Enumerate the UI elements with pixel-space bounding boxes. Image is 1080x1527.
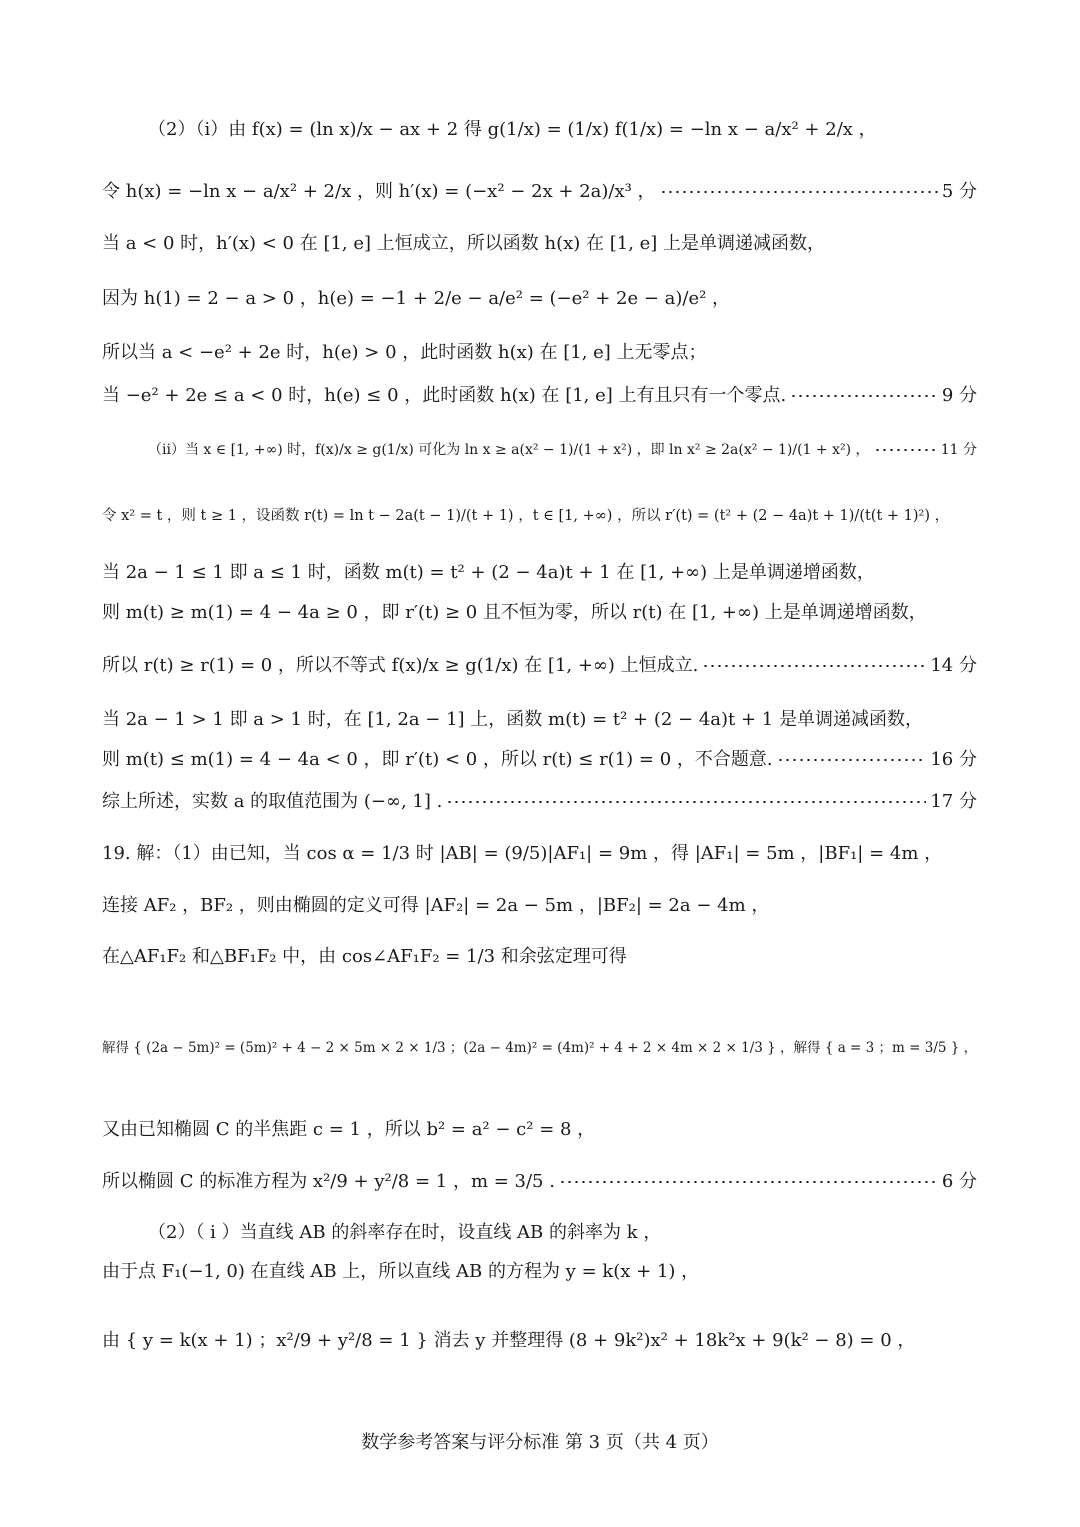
solution-line: 所以 r(t) ≥ r(1) = 0 ，所以不等式 f(x)/x ≥ g(1/x) 在 [1, +∞) 上恒成立. 14 分 [102,653,977,679]
dot-leader [660,191,938,193]
solution-line: 当 2a − 1 ≤ 1 即 a ≤ 1 时，函数 m(t) = t² + (2 − 4a)t + 1 在 [1, +∞) 上是单调递增函数， [102,562,875,583]
page-footer: 数学参考答案与评分标准 第 3 页（共 4 页） [361,1432,719,1453]
solution-line: 由 { y = k(x + 1) ；x²/9 + y²/8 = 1 } 消去 y 并整理得 (8 + 9k²)x² + 18k²x + 9(k² − 8) = 0 ， [102,1330,916,1351]
dot-leader [559,1181,938,1183]
score-mark: 11 分 [940,442,977,458]
score-mark: 16 分 [930,749,977,770]
score-mark: 5 分 [941,181,977,202]
score-mark: 9 分 [941,385,977,406]
solution-line: 则 m(t) ≤ m(1) = 4 − 4a < 0 ，即 r′(t) < 0 ，所以 r(t) ≤ r(1) = 0 ，不合题意. 16 分 [102,747,977,773]
solution-line: 所以当 a < −e² + 2e 时，h(e) > 0 ，此时函数 h(x) 在 [1, e] 上无零点； [102,342,707,363]
score-mark: 6 分 [941,1171,977,1192]
solution-line: 在△AF₁F₂ 和△BF₁F₂ 中，由 cos∠AF₁F₂ = 1/3 和余弦定理可得 [102,946,627,967]
score-mark: 17 分 [930,791,977,812]
solution-line: 解得 { (2a − 5m)² = (5m)² + 4 − 2 × 5m × 2 × 1/3 ；(2a − 4m)² = (4m)² + 4 + 2 × 4m × 2 × 1/3 } ，解得 { a = 3 ；m = 3/5 } ， [102,1040,978,1056]
dot-leader [702,665,926,667]
solution-line: 令 h(x) = −ln x − a/x² + 2/x ，则 h′(x) = (−x² − 2x + 2a)/x³ ， 5 分 [102,179,977,205]
solution-line: 则 m(t) ≥ m(1) = 4 − 4a ≥ 0 ，即 r′(t) ≥ 0 且不恒为零，所以 r(t) 在 [1, +∞) 上是单调递增函数， [102,602,927,623]
score-mark: 14 分 [930,655,977,676]
solution-line: 所以椭圆 C 的标准方程为 x²/9 + y²/8 = 1 ，m = 3/5 . 6 分 [102,1169,977,1195]
solution-line: 由于点 F₁(−1, 0) 在直线 AB 上，所以直线 AB 的方程为 y = k(x + 1) ， [102,1261,700,1282]
solution-line: （2）（ i ）当直线 AB 的斜率存在时，设直线 AB 的斜率为 k ， [148,1222,662,1243]
solution-line: 连接 AF₂ ，BF₂ ，则由椭圆的定义可得 |AF₂| = 2a − 5m ，|BF₂| = 2a − 4m ， [102,895,770,916]
solution-line: 综上所述，实数 a 的取值范围为 (−∞, 1] . 17 分 [102,789,977,815]
dot-leader [790,395,938,397]
dot-leader [777,759,927,761]
solution-line: 当 a < 0 时，h′(x) < 0 在 [1, e] 上恒成立，所以函数 h(x) 在 [1, e] 上是单调递减函数， [102,233,826,254]
dot-leader [874,449,937,451]
dot-leader [446,801,926,803]
solution-line: 19. 解：（1）由已知，当 cos α = 1/3 时 |AB| = (9/5)|AF₁| = 9m ，得 |AF₁| = 5m ，|BF₁| = 4m ， [102,843,943,864]
solution-line: （ii）当 x ∈ [1, +∞) 时，f(x)/x ≥ g(1/x) 可化为 ln x ≥ a(x² − 1)/(1 + x²) ，即 ln x² ≥ 2a(x² − 1)/(1 + x²) ， 11 分 [148,437,977,463]
solution-line: （2）（i）由 f(x) = (ln x)/x − ax + 2 得 g(1/x) = (1/x) f(1/x) = −ln x − a/x² + 2/x ， [148,119,877,140]
solution-line: 当 2a − 1 > 1 即 a > 1 时，在 [1, 2a − 1] 上，函数 m(t) = t² + (2 − 4a)t + 1 是单调递减函数， [102,709,923,730]
solution-line: 令 x² = t ，则 t ≥ 1 ，设函数 r(t) = ln t − 2a(t − 1)/(t + 1) ，t ∈ [1, +∞) ，所以 r′(t) = (t² + (2 − 4a)t + 1)/(t(t + 1)²) ， [102,508,950,524]
solution-line: 当 −e² + 2e ≤ a < 0 时，h(e) ≤ 0 ，此时函数 h(x) 在 [1, e] 上有且只有一个零点. 9 分 [102,383,977,409]
solution-line: 又由已知椭圆 C 的半焦距 c = 1 ，所以 b² = a² − c² = 8 ， [102,1119,596,1140]
solution-line: 因为 h(1) = 2 − a > 0 ，h(e) = −1 + 2/e − a/e² = (−e² + 2e − a)/e² ， [102,288,731,309]
